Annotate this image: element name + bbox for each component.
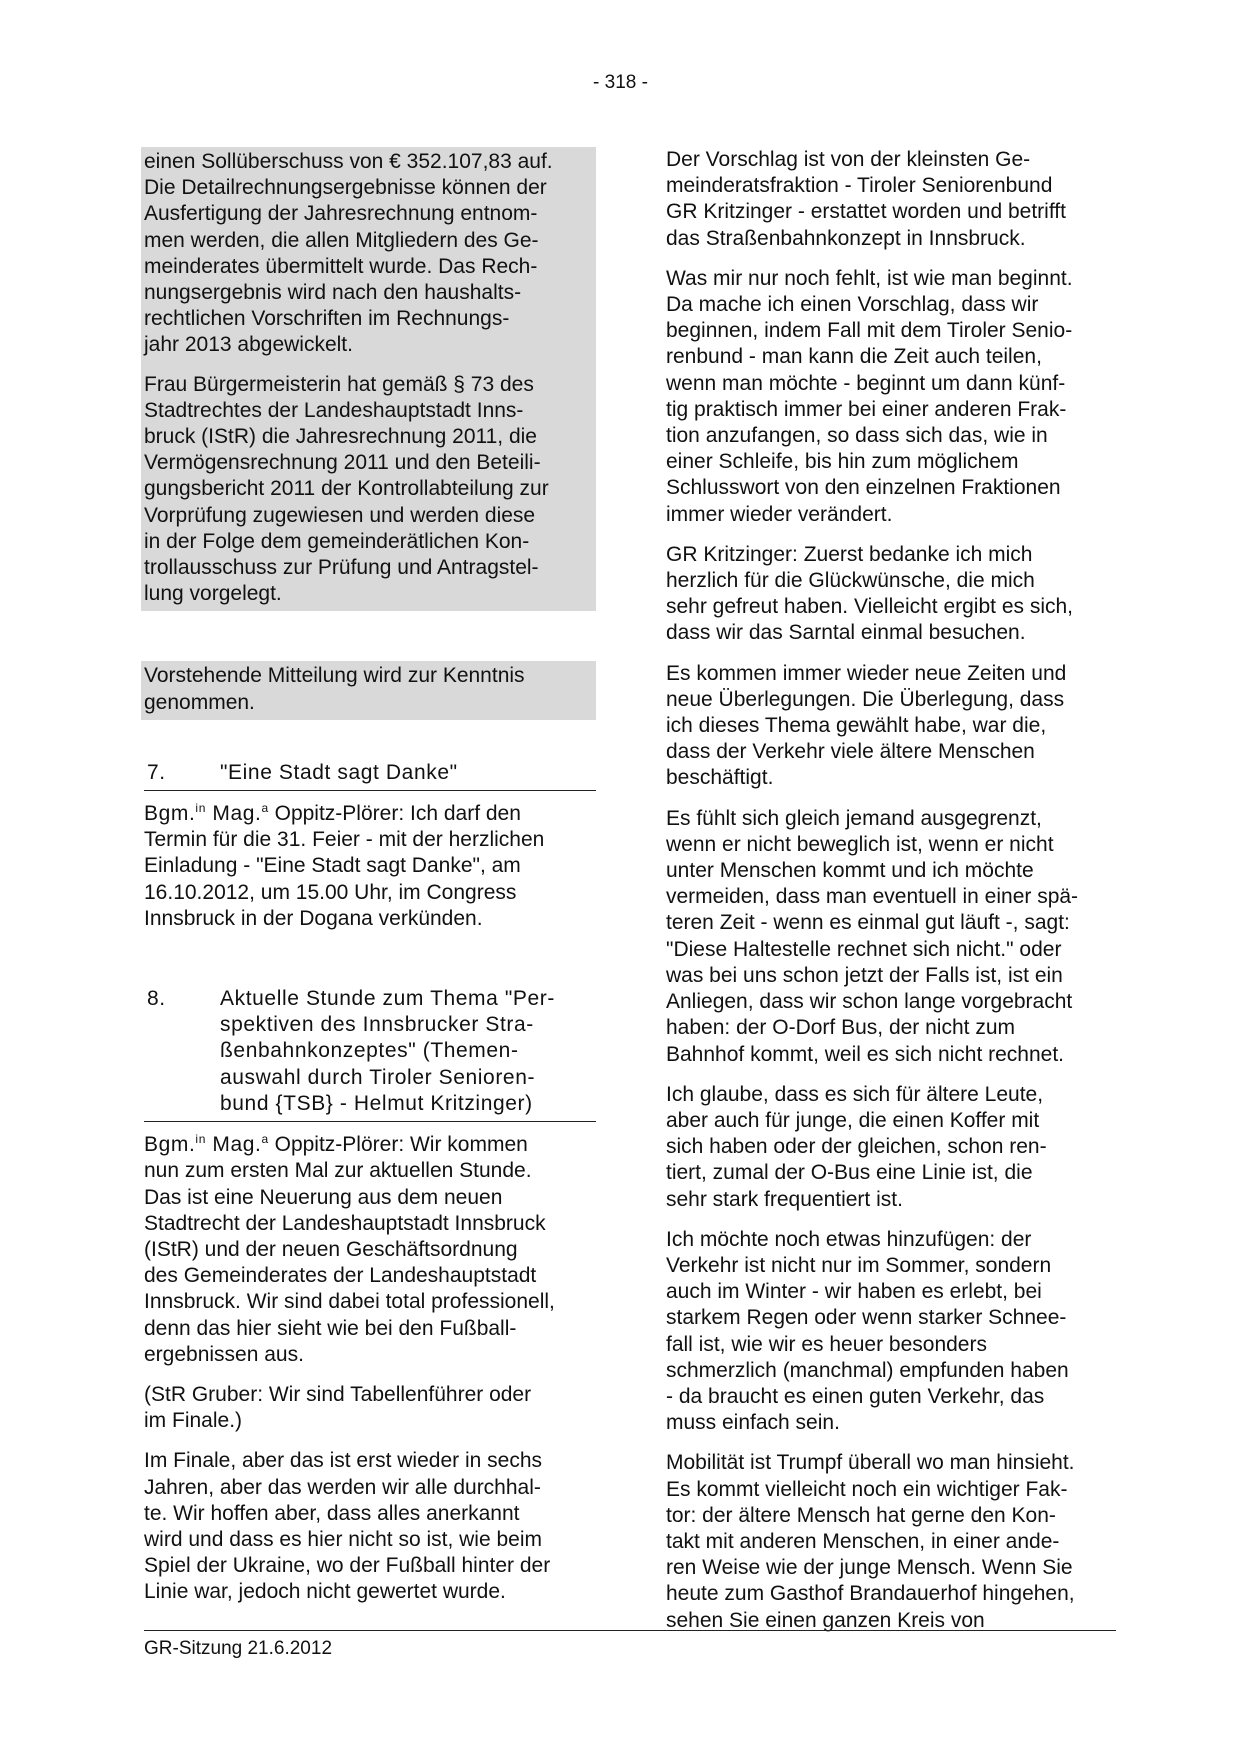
superscript: a [261,1132,269,1147]
text-line: einer Schleife, bis hin zum möglichem [666,450,1019,474]
text-line: neue Überlegungen. Die Überlegung, dass [666,687,1065,711]
text-line: dass wir das Sarntal einmal besuchen. [666,621,1026,645]
text-line: Linie war, jedoch nicht gewertet wurde. [144,1580,506,1604]
text-line: teren Zeit - wenn es einmal gut läuft -, sagt: [666,911,1070,935]
superscript: in [195,801,206,816]
text-line: meinderatsfraktion - Tiroler Seniorenbund [666,174,1053,198]
text-line: men werden, die allen Mitgliedern des Ge- [144,228,539,252]
text-line: sehr stark frequentiert ist. [666,1187,903,1211]
text-line: tiert, zumal der O-Bus eine Linie ist, die [666,1161,1033,1185]
text-line: schmerzlich (manchmal) empfunden haben [666,1358,1069,1382]
agenda-item-title-line: spektiven des Innsbrucker Stra- [220,1013,534,1037]
text-line: "Diese Haltestelle rechnet sich nicht." oder [666,937,1062,961]
text-line: Es fühlt sich gleich jemand ausgegrenzt, [666,806,1042,830]
text-line: wenn man möchte - beginnt um dann künf- [666,371,1066,395]
text-line: immer wieder verändert. [666,502,893,526]
text-line: Bahnhof kommt, weil es sich nicht rechnet. [666,1042,1065,1066]
text-line: beginnen, indem Fall mit dem Tiroler Senio- [666,319,1073,343]
text-line: sehen Sie einen ganzen Kreis von [666,1608,985,1632]
text-line: Was mir nur noch fehlt, ist wie man beginnt. [666,266,1073,290]
text-line: was bei uns schon jetzt der Falls ist, ist ein [666,963,1063,987]
text-line: GR Kritzinger - erstattet worden und betrifft [666,200,1066,224]
speaker-text: Oppitz-Plörer: Ich darf den [268,802,521,826]
agenda-item-title-line: bund {TSB} - Helmut Kritzinger) [220,1091,533,1115]
text-line: renbund - man kann die Zeit auch teilen, [666,345,1042,369]
speech-paragraph [666,147,1116,252]
text-line: gungsbericht 2011 der Kontrollabteilung zur [144,477,549,501]
text-line: takt mit anderen Menschen, in einer ande- [666,1529,1060,1553]
right-column [666,147,1116,1648]
text-line: bruck (IStR) die Jahresrechnung 2011, die [144,425,537,449]
text-line: - da braucht es einen guten Verkehr, das [666,1384,1045,1408]
text-line: te. Wir hoffen aber, dass alles anerkannt [144,1501,520,1525]
text-line: sich haben oder der gleichen, schon ren- [666,1135,1047,1159]
text-line: aber auch für junge, die einen Koffer mit [666,1108,1040,1132]
text-line: Innsbruck in der Dogana verkünden. [144,906,483,930]
text-line: auch im Winter - wir haben es erlebt, bei [666,1280,1042,1304]
speaker-text: Oppitz-Plörer: Wir kommen [268,1133,528,1157]
text-line: nun zum ersten Mal zur aktuellen Stunde. [144,1159,532,1183]
text-line: lung vorgelegt. [144,582,282,606]
text-line: Ich glaube, dass es sich für ältere Leute, [666,1082,1044,1106]
text-line: Verkehr ist nicht nur im Sommer, sondern [666,1253,1052,1277]
text-line: Schlusswort von den einzelnen Fraktionen [666,476,1061,500]
footer-text: GR-Sitzung 21.6.2012 [144,1638,333,1659]
speech-paragraph [666,542,1116,647]
text-line: Die Detailrechnungsergebnisse können der [144,176,547,200]
text-line: Stadtrechtes der Landeshauptstadt Inns- [144,398,524,422]
agenda-item-title-line: auswahl durch Tiroler Senioren- [220,1065,536,1089]
agenda-item-number: 7. [147,760,166,784]
text-line: Ich möchte noch etwas hinzufügen: der [666,1227,1032,1251]
agenda-item-7-heading [144,760,596,791]
text-line: Das ist eine Neuerung aus dem neuen [144,1185,503,1209]
page-number: - 318 - [593,72,648,93]
footer-divider [144,1630,1116,1631]
agenda-item-title: "Eine Stadt sagt Danke" [220,760,458,784]
text-line: Ausfertigung der Jahresrechnung entnom- [144,202,538,226]
text-line: Vorstehende Mitteilung wird zur Kenntnis [144,664,525,688]
text-line: ren Weise wie der junge Mensch. Wenn Sie [666,1556,1073,1580]
text-line: Termin für die 31. Feier - mit der herzlichen [144,828,545,852]
text-line: Spiel der Ukraine, wo der Fußball hinter der [144,1554,551,1578]
speech-paragraph [666,1450,1116,1633]
text-line: nungsergebnis wird nach den haushalts- [144,281,522,305]
text-line: beschäftigt. [666,766,774,790]
text-line: trollausschuss zur Prüfung und Antragstel- [144,556,539,580]
text-line: Anliegen, dass wir schon lange vorgebracht [666,990,1073,1014]
text-line: in der Folge dem gemeinderätlichen Kon- [144,529,530,553]
text-line: tor: der ältere Mensch hat gerne den Kon- [666,1503,1056,1527]
text-line: vermeiden, dass man eventuell in einer spä- [666,885,1079,909]
text-line: ergebnissen aus. [144,1342,304,1366]
text-line: wenn er nicht beweglich ist, wenn er nicht [666,832,1054,856]
text-line: 16.10.2012, um 15.00 Uhr, im Congress [144,880,517,904]
speech-paragraph [144,801,596,932]
text-line: fall ist, wie wir es heuer besonders [666,1332,987,1356]
text-line: GR Kritzinger: Zuerst bedanke ich mich [666,542,1033,566]
text-line: Stadtrecht der Landeshauptstadt Innsbruck [144,1211,546,1235]
speech-paragraph [666,1227,1116,1437]
text-line: tion anzufangen, so dass sich das, wie in [666,424,1048,448]
text-line: Es kommen immer wieder neue Zeiten und [666,661,1067,685]
text-line: einen Sollüberschuss von € 352.107,83 auf. [144,150,553,173]
text-line: tig praktisch immer bei einer anderen Frak- [666,397,1067,421]
text-line: Vermögensrechnung 2011 und den Beteili- [144,451,541,475]
speech-paragraph [666,661,1116,792]
speaker-title: Mag. [205,802,262,826]
text-line: wird und dass es hier nicht so ist, wie beim [144,1527,543,1551]
text-line: heute zum Gasthof Brandauerhof hingehen, [666,1582,1075,1606]
text-line: sehr gefreut haben. Vielleicht ergibt es sich, [666,595,1074,619]
shaded-paragraph-1 [141,147,596,611]
speaker-title: Mag. [205,1133,262,1157]
speech-paragraph [666,1082,1116,1213]
text-line: Einladung - "Eine Stadt sagt Danke", am [144,854,521,878]
text-line: ich dieses Thema gewählt habe, war die, [666,714,1047,738]
speech-paragraph [666,266,1116,528]
speech-paragraph [666,806,1116,1068]
text-line: genommen. [144,690,255,714]
text-line: rechtlichen Vorschriften im Rechnungs- [144,307,510,331]
text-line: denn das hier sieht wie bei den Fußball- [144,1316,517,1340]
speaker-title: Bgm. [144,1133,196,1157]
text-line: Der Vorschlag ist von der kleinsten Ge- [666,148,1031,171]
text-line: Mobilität ist Trumpf überall wo man hinsieht. [666,1451,1075,1475]
text-line: Innsbruck. Wir sind dabei total professionell, [144,1290,555,1314]
text-line: jahr 2013 abgewickelt. [144,333,353,357]
text-line [144,1132,596,1158]
agenda-item-number: 8. [147,987,166,1011]
speech-paragraph [144,1132,596,1368]
left-column [144,147,596,1620]
text-line: (IStR) und der neuen Geschäftsordnung [144,1237,518,1261]
text-line: Vorprüfung zugewiesen und werden diese [144,503,536,527]
agenda-item-title-line: ßenbahnkonzeptes" (Themen- [220,1039,519,1063]
text-line: haben: der O-Dorf Bus, der nicht zum [666,1016,1015,1040]
agenda-item-8-heading [144,986,596,1122]
text-line: herzlich für die Glückwünsche, die mich [666,569,1035,593]
text-line: (StR Gruber: Wir sind Tabellenführer oder [144,1382,532,1406]
text-line: Da mache ich einen Vorschlag, dass wir [666,293,1039,317]
text-line: Es kommt vielleicht noch ein wichtiger Fak- [666,1477,1068,1501]
text-line: Jahren, aber das werden wir alle durchhal- [144,1475,541,1499]
shaded-notice [141,661,596,719]
text-line: dass der Verkehr viele ältere Menschen [666,740,1035,764]
text-line: des Gemeinderates der Landeshauptstadt [144,1264,537,1288]
superscript: a [261,801,269,816]
speech-paragraph [144,1448,596,1605]
text-line: starkem Regen oder wenn starker Schnee- [666,1306,1067,1330]
text-line: unter Menschen kommt und ich möchte [666,859,1034,883]
agenda-item-title-line: Aktuelle Stunde zum Thema "Per- [220,987,555,1011]
superscript: in [195,1132,206,1147]
text-line: muss einfach sein. [666,1411,840,1435]
speaker-title: Bgm. [144,802,196,826]
text-line [144,801,596,827]
interjection-paragraph [144,1382,596,1434]
text-line: Im Finale, aber das ist erst wieder in sechs [144,1449,542,1473]
text-line: im Finale.) [144,1409,243,1433]
text-line: meinderates übermittelt wurde. Das Rech- [144,254,538,278]
text-line: das Straßenbahnkonzept in Innsbruck. [666,226,1026,250]
text-line: Frau Bürgermeisterin hat gemäß § 73 des [144,372,534,396]
